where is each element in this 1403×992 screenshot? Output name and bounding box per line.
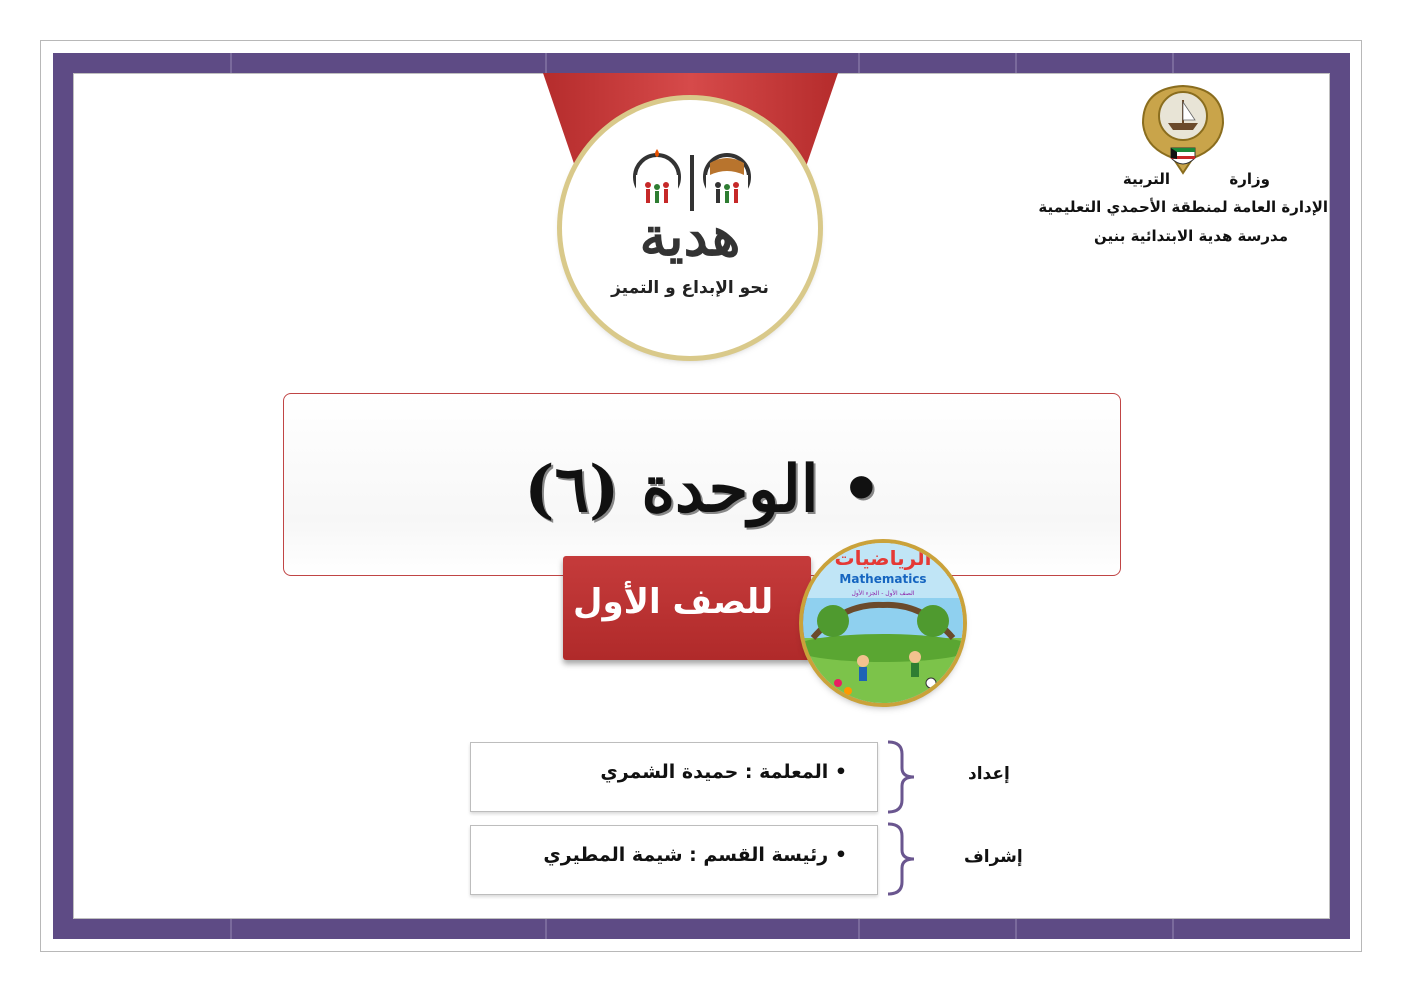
frame-tick [1172, 919, 1174, 939]
ministry-header [1038, 70, 1328, 250]
unit-title-box [283, 393, 1121, 576]
frame-tick [1015, 919, 1017, 939]
frame-tick [1015, 53, 1017, 73]
logo-title: هدية [639, 204, 741, 268]
math-book-cover [803, 543, 963, 703]
frame-tick [545, 53, 547, 73]
book-title-en: Mathematics [839, 572, 927, 586]
credit-text: • رئيسة القسم : شيمة المطيري [543, 844, 847, 866]
frame-tick [858, 53, 860, 73]
unit-title: • الوحدة (٦) [524, 452, 882, 527]
credit-text: • المعلمة : حميدة الشمري [600, 761, 847, 783]
frame-tick [858, 919, 860, 939]
credit-role: إشراف [964, 847, 1023, 867]
grade-box [563, 556, 811, 660]
logo-slogan: نحو الإبداع و التميز [611, 278, 769, 298]
grade-label: للصف الأول [573, 582, 774, 622]
kuwait-emblem-icon [1133, 78, 1233, 178]
brace-icon [880, 822, 920, 896]
credit-row-supervision [470, 825, 878, 895]
credit-role: إعداد [968, 764, 1010, 784]
frame-tick [230, 53, 232, 73]
ministry-word-1: وزارة [1229, 170, 1270, 188]
frame-tick [545, 919, 547, 939]
book-subtitle: الصف الأول - الجزء الأول [851, 590, 915, 597]
school-name: مدرسة هدية الابتدائية بنين [1094, 227, 1288, 245]
book-cover-illustration [803, 543, 963, 703]
book-title-ar: الرياضيات [834, 546, 932, 570]
credit-row-prepared [470, 742, 878, 812]
frame-tick [230, 919, 232, 939]
directorate-name: الإدارة العامة لمنطقة الأحمدي التعليمية [1038, 198, 1328, 216]
ministry-word-2: التربية [1122, 170, 1170, 188]
school-logo [562, 100, 818, 356]
brace-icon [880, 740, 920, 814]
